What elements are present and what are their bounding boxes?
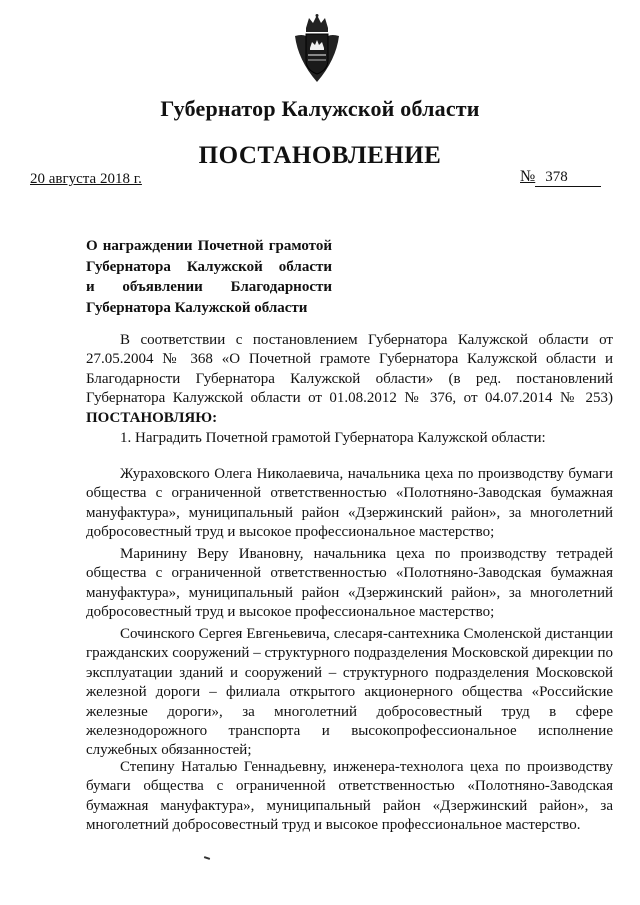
awardee-paragraph <box>86 758 613 836</box>
kaluga-coat-of-arms-icon <box>292 14 342 84</box>
issuing-authority: Губернатор Калужской области <box>160 96 480 121</box>
number-sign: № <box>520 168 536 185</box>
number-value: 378 <box>535 169 601 187</box>
item-1-text: 1. Наградить Почетной грамотой Губернатора Калужской области: <box>120 430 546 446</box>
document-date: 20 августа 2018 г. <box>30 171 142 187</box>
resolve-word: ПОСТАНОВЛЯЮ: <box>86 409 218 426</box>
awardee-paragraph <box>86 465 613 543</box>
awardee-text: Жураховского Олега Николаевича, начальника цеха по производству бумаги общества с ограниченной ответственностью «Полотняно-Заводская бумажная мануфактура», муниципальный район «Дзержинский район», за многолетний добросовестный труд и высокое профессиональное мастерство; <box>86 466 613 541</box>
awardee-text: Маринину Веру Ивановну, начальника цеха по производству тетрадей общества с ограниченной ответственностью «Полотняно-Заводская бумажная мануфактура», муниципальный район «Дзержинский район», за многолетний добросовестный труд и высокое профессиональное мастерство; <box>86 546 613 621</box>
awardee-paragraph <box>86 625 613 761</box>
subject-line: О награждении Почетной грамотой <box>86 238 332 254</box>
document-number <box>520 168 601 187</box>
subject-line: Губернатора Калужской области <box>86 258 332 275</box>
subject-line: и объявлении Благодарности <box>86 279 332 295</box>
item-1-paragraph <box>86 429 613 448</box>
document-type-title: ПОСТАНОВЛЕНИЕ <box>198 142 442 169</box>
awardee-paragraph <box>86 545 613 623</box>
subject-line: Губернатора Калужской области <box>86 299 308 316</box>
preamble-text: В соответствии с постановлением Губернатора Калужской области от 27.05.2004 № 368 «О Почетной грамоте Губернатора Калужской области и Благодарности Губернатора Калужской области» (в ред. постановлений Губернатора Калужской области от 01.08.2012 № 376, от 04.07.2014 № 253) <box>86 332 613 407</box>
document-subject <box>86 236 332 318</box>
awardee-text: Степину Наталью Геннадьевну, инженера-технолога цеха по производству бумаги общества с ограниченной ответственностью «Полотняно-Заводская бумажная мануфактура», муниципальный район «Дзержинский район», за многолетний добросовестный труд и высокое профессиональное мастерство. <box>86 759 613 834</box>
preamble-paragraph <box>86 331 613 428</box>
awardee-text: Сочинского Сергея Евгеньевича, слесаря-сантехника Смоленской дистанции гражданских сооружений – структурного подразделения Московской дирекции по эксплуатации зданий и сооружений – структурного подразделения Московской железной дороги – филиала открытого акционерного общества «Российские железные дороги», за многолетний добросовестный труд в сфере железнодорожного транспорта и высокопрофессиональное исполнение служебных обязанностей; <box>86 626 613 759</box>
scan-mark <box>204 856 210 860</box>
